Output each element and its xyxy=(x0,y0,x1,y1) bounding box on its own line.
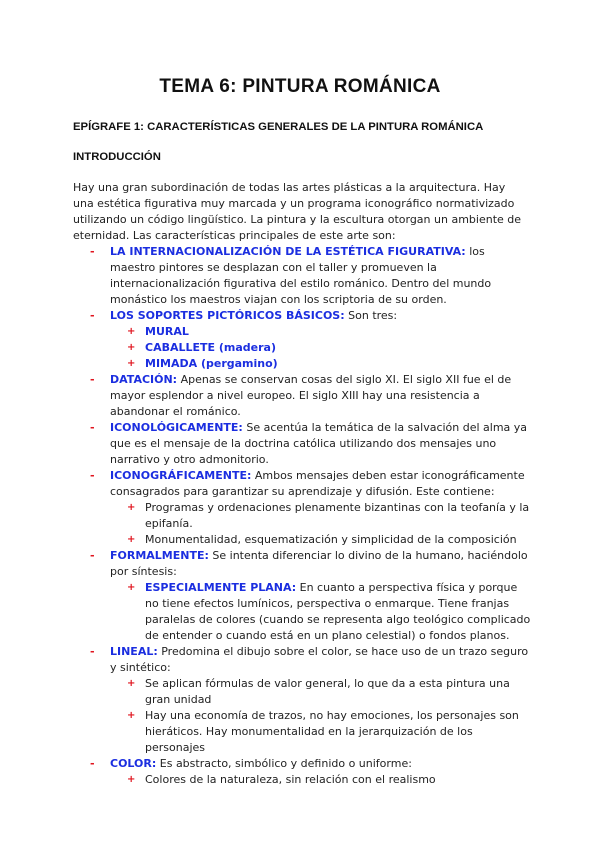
intro-heading: INTRODUCCIÓN xyxy=(73,151,161,163)
sub-item-colores xyxy=(73,772,533,788)
sub-item-mimada xyxy=(73,356,533,372)
sub-item-programas xyxy=(73,500,533,532)
list-item-formalmente xyxy=(73,548,533,580)
sub-item-text: Programas y ordenaciones plenamente bizantinas con la teofanía y la epifanía. xyxy=(145,501,530,530)
item-text: Es abstracto, simbólico y definido o uniforme: xyxy=(156,757,412,770)
item-label: LINEAL: xyxy=(110,645,158,658)
page-title: TEMA 6: PINTURA ROMÁNICA xyxy=(159,76,441,97)
sub-item-text: Monumentalidad, esquematización y simplicidad de la composición xyxy=(145,533,517,546)
sub-item-economia xyxy=(73,708,533,756)
dash-bullet: - xyxy=(90,645,95,658)
sub-item-especialmente-plana xyxy=(73,580,533,644)
item-label: LOS SOPORTES PICTÓRICOS BÁSICOS: xyxy=(110,309,345,322)
characteristics-list xyxy=(73,244,533,788)
sub-item-label: ESPECIALMENTE PLANA: xyxy=(145,581,297,594)
list-item-lineal xyxy=(73,644,533,676)
plus-bullet: + xyxy=(127,534,136,545)
sub-item-monumentalidad xyxy=(73,532,533,548)
item-label: ICONOGRÁFICAMENTE: xyxy=(110,469,252,482)
sub-item-label: CABALLETE (madera) xyxy=(145,341,276,354)
list-item-datacion xyxy=(73,372,533,420)
plus-bullet: + xyxy=(127,582,136,593)
item-label: ICONOLÓGICAMENTE: xyxy=(110,421,243,434)
sub-item-label: MIMADA (pergamino) xyxy=(145,357,278,370)
sub-item-label: MURAL xyxy=(145,325,189,338)
item-label: COLOR: xyxy=(110,757,157,770)
sub-item-text: Hay una economía de trazos, no hay emociones, los personajes son hieráticos. Hay monumentalidad en la jerarquización de los personajes xyxy=(145,709,519,754)
sub-item-text: Colores de la naturaleza, sin relación con el realismo xyxy=(145,773,436,786)
item-text: Apenas se conservan cosas del siglo XI. El siglo XII fue el de mayor esplendor a nivel europeo. El siglo XIII hay una resistencia a abandonar el románico. xyxy=(110,373,512,418)
item-text: Se acentúa la temática de la salvación del alma ya que es el mensaje de la doctrina católica utilizando dos mensajes uno narrativo y otro admonitorio. xyxy=(110,421,528,466)
dash-bullet: - xyxy=(90,469,95,482)
dash-bullet: - xyxy=(90,757,95,770)
plus-bullet: + xyxy=(127,358,136,369)
item-label: DATACIÓN: xyxy=(110,373,178,386)
epigrafe-heading: EPÍGRAFE 1: CARACTERÍSTICAS GENERALES DE LA PINTURA ROMÁNICA xyxy=(73,121,484,133)
plus-bullet: + xyxy=(127,326,136,337)
item-label: LA INTERNACIONALIZACIÓN DE LA ESTÉTICA FIGURATIVA: xyxy=(110,245,466,258)
item-text: los maestro pintores se desplazan con el taller y promueven la internacionalización figurativa del estilo románico. Dentro del mundo monástico los maestros viajan con los scriptoria de su orden. xyxy=(110,245,492,306)
plus-bullet: + xyxy=(127,342,136,353)
dash-bullet: - xyxy=(90,373,95,386)
sub-item-text: En cuanto a perspectiva física y porque no tiene efectos lumínicos, perspectiva o enmarque. Tiene franjas paralelas de colores (cuando se representa algo teológico complicado de entender o cuando está en un plano celestial) o fondos planos. xyxy=(145,581,531,642)
plus-bullet: + xyxy=(127,678,136,689)
plus-bullet: + xyxy=(127,710,136,721)
list-item-internacionalizacion xyxy=(73,244,533,308)
item-text: Se intenta diferenciar lo divino de la humano, haciéndolo por síntesis: xyxy=(110,549,528,578)
dash-bullet: - xyxy=(90,549,95,562)
item-text: Ambos mensajes deben estar iconográficamente consagrados para garantizar su aprendizaje y difusión. Este contiene: xyxy=(110,469,525,498)
item-label: FORMALMENTE: xyxy=(110,549,209,562)
list-item-iconologicamente xyxy=(73,420,533,468)
dash-bullet: - xyxy=(90,245,95,258)
list-item-soportes xyxy=(73,308,533,324)
sub-item-mural xyxy=(73,324,533,340)
list-item-iconograficamente xyxy=(73,468,533,500)
sub-item-text: Se aplican fórmulas de valor general, lo que da a esta pintura una gran unidad xyxy=(145,677,510,706)
list-item-color xyxy=(73,756,533,772)
dash-bullet: - xyxy=(90,309,95,322)
sub-item-formulas xyxy=(73,676,533,708)
plus-bullet: + xyxy=(127,774,136,785)
item-text: Predomina el dibujo sobre el color, se hace uso de un trazo seguro y sintético: xyxy=(110,645,529,674)
sub-item-caballete xyxy=(73,340,533,356)
intro-paragraph: Hay una gran subordinación de todas las artes plásticas a la arquitectura. Hay una estética figurativa muy marcada y un programa iconográfico normativizado utilizando un código lingüístico. La pintura y la escultura otorgan un ambiente de eternidad. Las características principales de este arte son: xyxy=(73,181,522,242)
dash-bullet: - xyxy=(90,421,95,434)
item-text: Son tres: xyxy=(344,309,398,322)
plus-bullet: + xyxy=(127,502,136,513)
